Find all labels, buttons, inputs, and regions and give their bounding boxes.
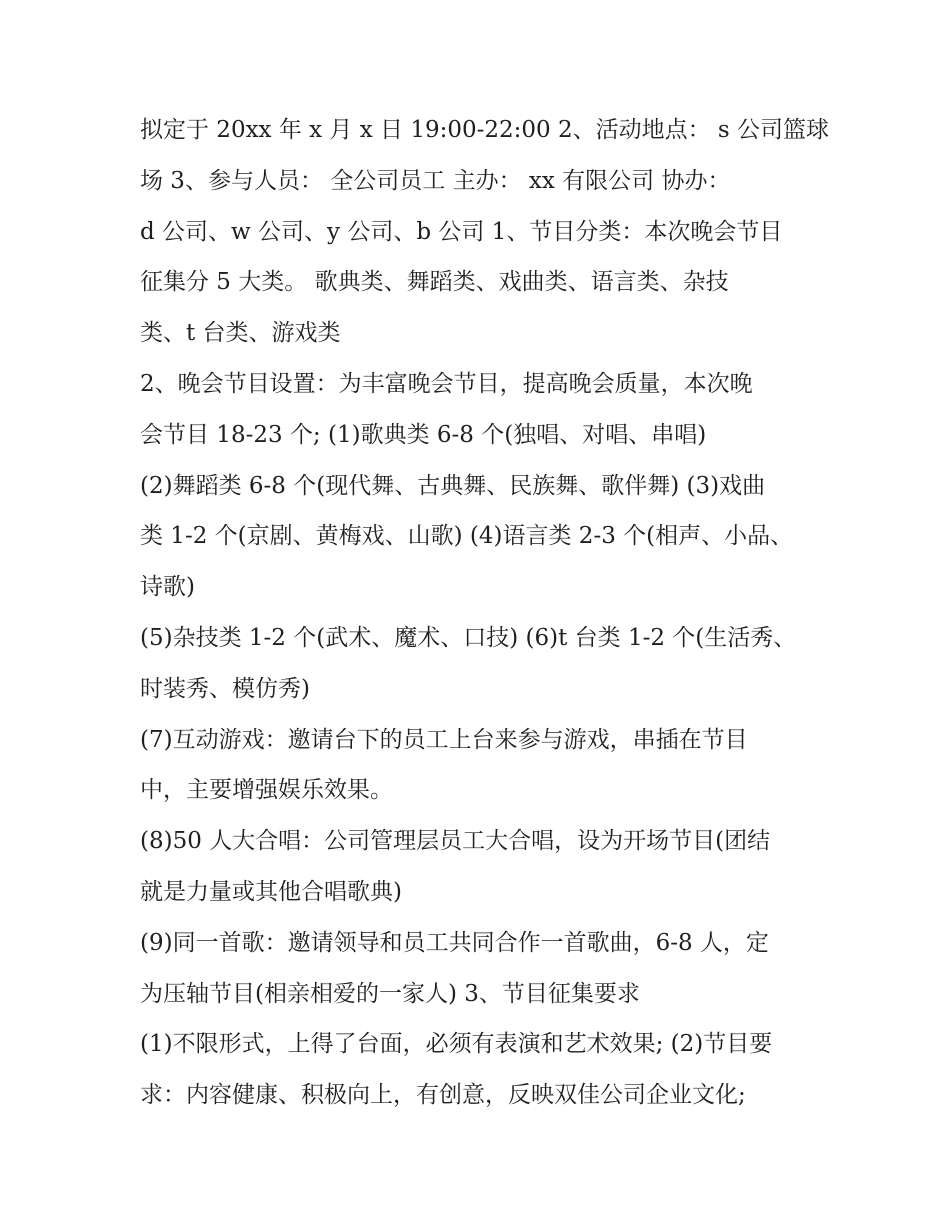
text-line: 中，主要增强娱乐效果。 bbox=[140, 777, 393, 804]
text-line: 诗歌) bbox=[140, 574, 195, 601]
document-body bbox=[140, 105, 830, 1121]
text-line: 会节目 18-23 个; (1)歌典类 6-8 个(独唱、对唱、串唱) bbox=[140, 421, 707, 448]
text-line: 拟定于 20xx 年 x 月 x 日 19:00-22:00 2、活动地点： s 公司篮球 bbox=[140, 117, 830, 143]
text-line: (5)杂技类 1-2 个(武术、魔术、口技) (6)t 台类 1-2 个(生活秀、 bbox=[140, 624, 797, 651]
text-line: 类、t 台类、游戏类 bbox=[140, 320, 341, 347]
text-line: (1)不限形式，上得了台面，必须有表演和艺术效果; (2)节目要 bbox=[140, 1031, 773, 1058]
text-line: 场 3、参与人员： 全公司员工 主办： xx 有限公司 协办： bbox=[140, 167, 731, 194]
text-line: d 公司、w 公司、y 公司、b 公司 1、节目分类：本次晚会节目 bbox=[140, 218, 783, 245]
text-line: 就是力量或其他合唱歌典) bbox=[140, 878, 402, 905]
text-line: 类 1-2 个(京剧、黄梅戏、山歌) (4)语言类 2-3 个(相声、小品、 bbox=[140, 523, 794, 550]
text-line: 时装秀、模仿秀) bbox=[140, 675, 310, 702]
text-line: 为压轴节目(相亲相爱的一家人) 3、节目征集要求 bbox=[140, 980, 640, 1007]
text-line: 求：内容健康、积极向上，有创意，反映双佳公司企业文化; bbox=[140, 1082, 746, 1109]
text-line: (8)50 人大合唱：公司管理层员工大合唱，设为开场节目(团结 bbox=[140, 828, 771, 855]
text-line: (7)互动游戏：邀请台下的员工上台来参与游戏，串插在节目 bbox=[140, 726, 748, 753]
text-line: 征集分 5 大类。 歌典类、舞蹈类、戏曲类、语言类、杂技 bbox=[140, 269, 729, 296]
text-line: (2)舞蹈类 6-8 个(现代舞、古典舞、民族舞、歌伴舞) (3)戏曲 bbox=[140, 472, 766, 499]
text-line: 2、晚会节目设置：为丰富晚会节目，提高晚会质量，本次晚 bbox=[140, 370, 753, 397]
text-line: (9)同一首歌：邀请领导和员工共同合作一首歌曲，6-8 人，定 bbox=[140, 929, 769, 956]
